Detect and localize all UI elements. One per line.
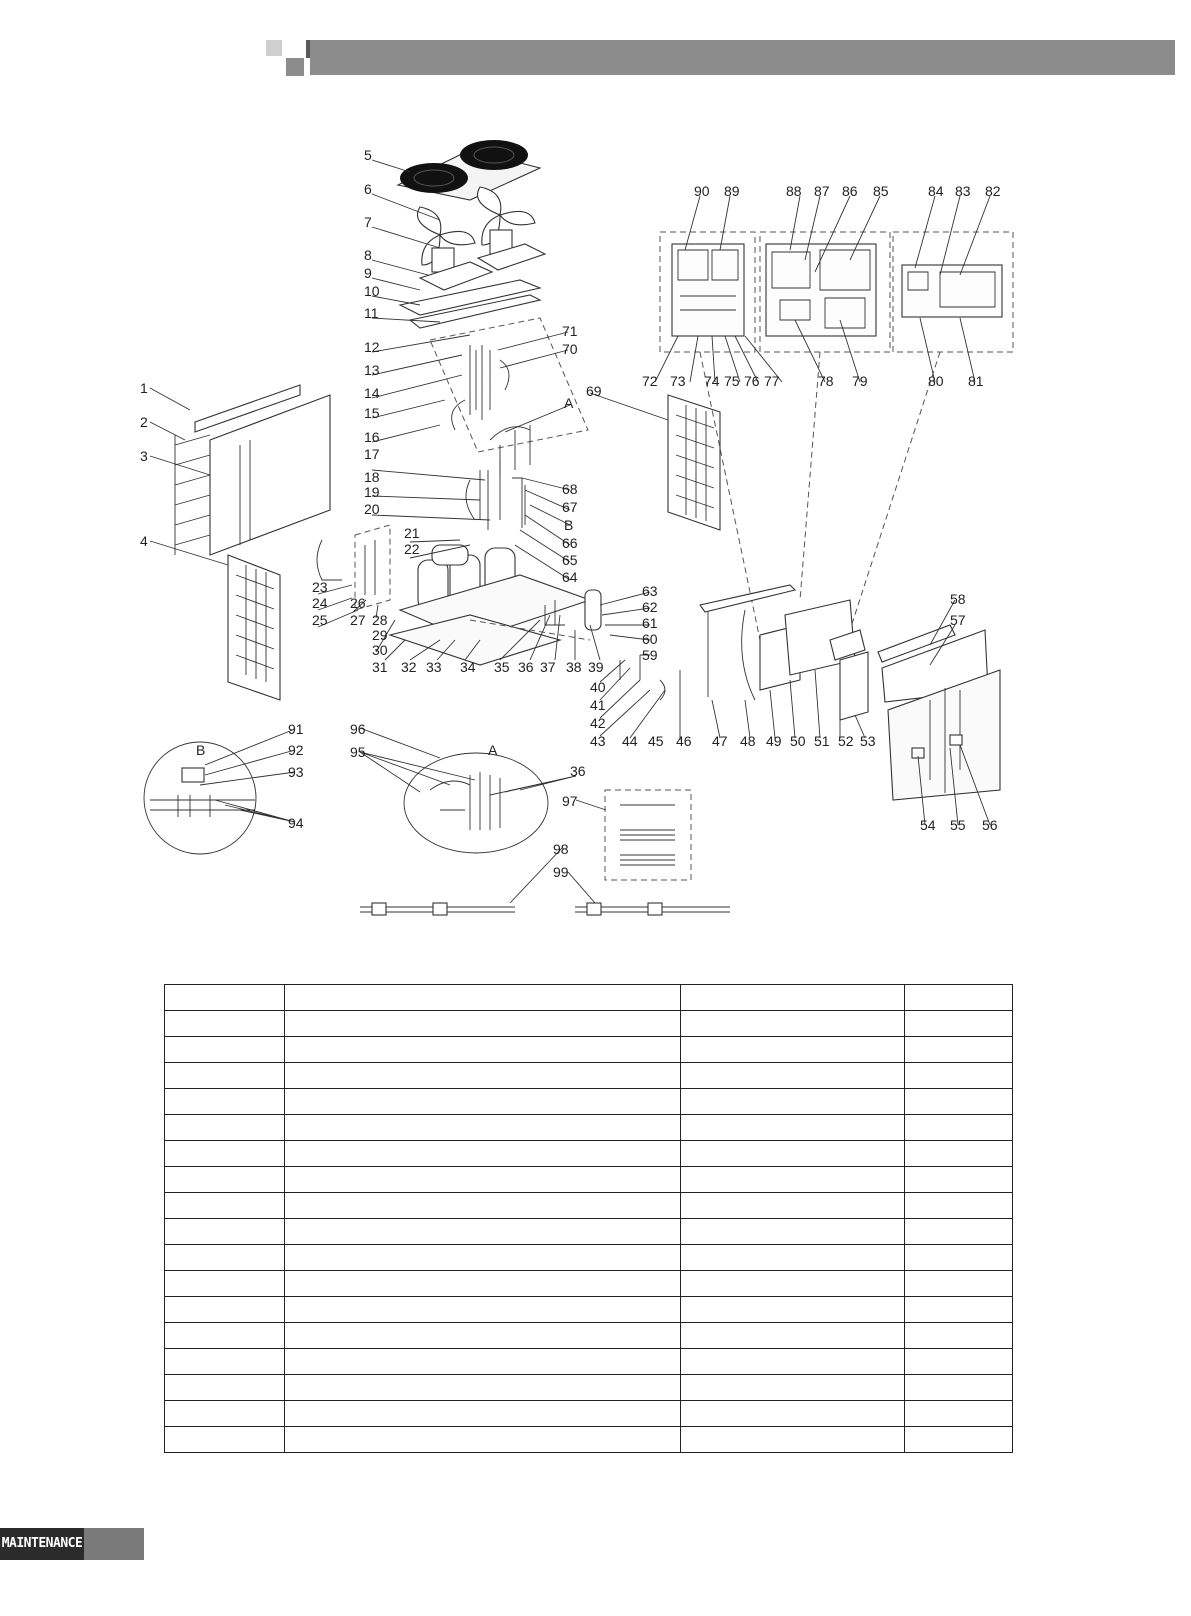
callout-66: 66 — [562, 535, 578, 551]
callout-71: 71 — [562, 323, 578, 339]
callout-68: 68 — [562, 481, 578, 497]
callout-23: 23 — [312, 579, 328, 595]
table-row — [165, 985, 1013, 1011]
callout-87: 87 — [814, 183, 830, 199]
table-cell — [681, 1141, 905, 1167]
table-cell — [165, 1063, 285, 1089]
table-cell — [681, 1375, 905, 1401]
callout-60: 60 — [642, 631, 658, 647]
table-cell — [165, 1323, 285, 1349]
callout-90: 90 — [694, 183, 710, 199]
detail-a-title: A — [488, 742, 498, 758]
table-cell — [285, 1141, 681, 1167]
callout-9: 9 — [364, 265, 372, 281]
callout-16: 16 — [364, 429, 380, 445]
table-cell — [905, 1141, 1013, 1167]
table-cell — [285, 985, 681, 1011]
table-row — [165, 1349, 1013, 1375]
table-cell — [285, 1427, 681, 1453]
table-cell — [905, 1089, 1013, 1115]
table-row — [165, 1063, 1013, 1089]
callout-38: 38 — [566, 659, 582, 675]
table-cell — [905, 985, 1013, 1011]
table-row — [165, 1219, 1013, 1245]
callout-48: 48 — [740, 733, 756, 749]
table-cell — [285, 1349, 681, 1375]
callout-80: 80 — [928, 373, 944, 389]
callout-62: 62 — [642, 599, 658, 615]
callout-3: 3 — [140, 448, 148, 464]
table-cell — [905, 1037, 1013, 1063]
callout-7: 7 — [364, 214, 372, 230]
condenser-coil-drawing — [175, 385, 330, 555]
table-cell — [165, 1401, 285, 1427]
callout-70: 70 — [562, 341, 578, 357]
table-cell — [681, 1427, 905, 1453]
table-cell — [165, 1141, 285, 1167]
detail-label-a: A — [564, 395, 574, 411]
callout-18: 18 — [364, 469, 380, 485]
callout-92: 92 — [288, 742, 304, 758]
callout-15: 15 — [364, 405, 380, 421]
callout-28: 28 — [372, 612, 388, 628]
callout-69: 69 — [586, 383, 602, 399]
table-cell — [905, 1193, 1013, 1219]
callout-44: 44 — [622, 733, 638, 749]
callout-99: 99 — [553, 864, 569, 880]
table-cell — [681, 1271, 905, 1297]
table-cell — [905, 1375, 1013, 1401]
table-cell — [285, 1115, 681, 1141]
callout-98: 98 — [553, 841, 569, 857]
table-cell — [285, 1167, 681, 1193]
table-row — [165, 1375, 1013, 1401]
table-cell — [681, 1297, 905, 1323]
table-cell — [905, 1271, 1013, 1297]
footer-gray-block — [84, 1528, 144, 1560]
table-cell — [165, 1219, 285, 1245]
callout-72: 72 — [642, 373, 658, 389]
detail-b-title: B — [196, 742, 206, 758]
table-cell — [165, 1375, 285, 1401]
callout-59: 59 — [642, 647, 658, 663]
table-cell — [285, 1219, 681, 1245]
table-cell — [681, 1011, 905, 1037]
callout-37: 37 — [540, 659, 556, 675]
callout-25: 25 — [312, 612, 328, 628]
footer-section-label: MAINTENANCE — [0, 1528, 84, 1560]
callout-81: 81 — [968, 373, 984, 389]
callout-50: 50 — [790, 733, 806, 749]
callout-46: 46 — [676, 733, 692, 749]
callout-64: 64 — [562, 569, 578, 585]
callout-41: 41 — [590, 697, 606, 713]
callout-54: 54 — [920, 817, 936, 833]
table-cell — [905, 1115, 1013, 1141]
table-cell — [285, 1063, 681, 1089]
callout-26: 26 — [350, 595, 366, 611]
callout-4: 4 — [140, 533, 148, 549]
table-cell — [165, 1115, 285, 1141]
table-row — [165, 1089, 1013, 1115]
callout-32: 32 — [401, 659, 417, 675]
table-cell — [681, 1219, 905, 1245]
callout-20: 20 — [364, 501, 380, 517]
callout-95: 95 — [350, 744, 366, 760]
callout-83: 83 — [955, 183, 971, 199]
table-cell — [285, 1011, 681, 1037]
callout-19: 19 — [364, 484, 380, 500]
table-cell — [905, 1349, 1013, 1375]
callout-30: 30 — [372, 642, 388, 658]
table-row — [165, 1271, 1013, 1297]
table-row — [165, 1323, 1013, 1349]
table-cell — [285, 1375, 681, 1401]
table-cell — [285, 1297, 681, 1323]
callout-43: 43 — [590, 733, 606, 749]
callout-78: 78 — [818, 373, 834, 389]
table-cell — [681, 1089, 905, 1115]
callout-49: 49 — [766, 733, 782, 749]
table-cell — [905, 1167, 1013, 1193]
callout-10: 10 — [364, 283, 380, 299]
callout-77: 77 — [764, 373, 780, 389]
table-cell — [285, 1037, 681, 1063]
table-cell — [285, 1271, 681, 1297]
callout-57: 57 — [950, 612, 966, 628]
callout-97: 97 — [562, 793, 578, 809]
table-row — [165, 1401, 1013, 1427]
callout-40: 40 — [590, 679, 606, 695]
table-cell — [905, 1219, 1013, 1245]
table-cell — [681, 1323, 905, 1349]
left-grille-drawing — [228, 555, 280, 700]
table-cell — [681, 1037, 905, 1063]
callout-74: 74 — [704, 373, 720, 389]
table-cell — [905, 1297, 1013, 1323]
callout-6: 6 — [364, 181, 372, 197]
table-cell — [285, 1323, 681, 1349]
table-cell — [165, 1193, 285, 1219]
table-cell — [165, 1427, 285, 1453]
table-cell — [165, 1089, 285, 1115]
callout-35: 35 — [494, 659, 510, 675]
callout-29: 29 — [372, 627, 388, 643]
callout-13: 13 — [364, 362, 380, 378]
callout-36: 36 — [518, 659, 534, 675]
callout-47: 47 — [712, 733, 728, 749]
callout-67: 67 — [562, 499, 578, 515]
table-row — [165, 1037, 1013, 1063]
callout-51: 51 — [814, 733, 830, 749]
table-cell — [681, 1245, 905, 1271]
callout-2: 2 — [140, 414, 148, 430]
table-row — [165, 1193, 1013, 1219]
table-row — [165, 1297, 1013, 1323]
callout-33: 33 — [426, 659, 442, 675]
table-row — [165, 1011, 1013, 1037]
table-cell — [165, 1245, 285, 1271]
callout-61: 61 — [642, 615, 658, 631]
callout-5: 5 — [364, 147, 372, 163]
callout-93: 93 — [288, 764, 304, 780]
callout-12: 12 — [364, 339, 380, 355]
table-cell — [285, 1401, 681, 1427]
callout-85: 85 — [873, 183, 889, 199]
callout-52: 52 — [838, 733, 854, 749]
table-cell — [165, 985, 285, 1011]
table-row — [165, 1115, 1013, 1141]
table-cell — [681, 1115, 905, 1141]
table-cell — [285, 1245, 681, 1271]
table-cell — [165, 1037, 285, 1063]
callout-76: 76 — [744, 373, 760, 389]
table-cell — [165, 1297, 285, 1323]
table-row — [165, 1141, 1013, 1167]
table-cell — [165, 1011, 285, 1037]
callout-53: 53 — [860, 733, 876, 749]
callout-86: 86 — [842, 183, 858, 199]
table-cell — [165, 1349, 285, 1375]
callout-73: 73 — [670, 373, 686, 389]
table-cell — [165, 1271, 285, 1297]
callout-1: 1 — [140, 380, 148, 396]
callout-89: 89 — [724, 183, 740, 199]
fan-grille-drawing — [398, 140, 540, 200]
callout-82: 82 — [985, 183, 1001, 199]
callout-27: 27 — [350, 612, 366, 628]
callout-75: 75 — [724, 373, 740, 389]
table-cell — [905, 1245, 1013, 1271]
detail-label-b: B — [564, 517, 574, 533]
callout-96: 96 — [350, 721, 366, 737]
callout-42: 42 — [590, 715, 606, 731]
callout-58: 58 — [950, 591, 966, 607]
callout-79: 79 — [852, 373, 868, 389]
callout-84: 84 — [928, 183, 944, 199]
callout-8: 8 — [364, 247, 372, 263]
table-cell — [905, 1323, 1013, 1349]
table-cell — [165, 1167, 285, 1193]
callout-21: 21 — [404, 525, 420, 541]
table-cell — [681, 1167, 905, 1193]
table-cell — [681, 1401, 905, 1427]
callout-34: 34 — [460, 659, 476, 675]
table-cell — [905, 1011, 1013, 1037]
table-cell — [905, 1063, 1013, 1089]
callout-24: 24 — [312, 595, 328, 611]
callout-36-detail: 36 — [570, 763, 586, 779]
callout-39: 39 — [588, 659, 604, 675]
table-cell — [285, 1193, 681, 1219]
callout-55: 55 — [950, 817, 966, 833]
table-cell — [285, 1089, 681, 1115]
table-row — [165, 1245, 1013, 1271]
right-grille-drawing — [668, 395, 720, 530]
callout-14: 14 — [364, 385, 380, 401]
callout-94: 94 — [288, 815, 304, 831]
table-cell — [681, 1349, 905, 1375]
callout-63: 63 — [642, 583, 658, 599]
parts-table — [164, 984, 1013, 1453]
table-cell — [905, 1427, 1013, 1453]
callout-17: 17 — [364, 446, 380, 462]
table-row — [165, 1427, 1013, 1453]
callout-45: 45 — [648, 733, 664, 749]
callout-11: 11 — [364, 305, 379, 321]
table-row — [165, 1167, 1013, 1193]
callout-56: 56 — [982, 817, 998, 833]
table-cell — [681, 985, 905, 1011]
callout-31: 31 — [372, 659, 388, 675]
callout-88: 88 — [786, 183, 802, 199]
callout-65: 65 — [562, 552, 578, 568]
table-cell — [905, 1401, 1013, 1427]
table-cell — [681, 1063, 905, 1089]
callout-22: 22 — [404, 541, 420, 557]
callout-91: 91 — [288, 721, 304, 737]
table-cell — [681, 1193, 905, 1219]
